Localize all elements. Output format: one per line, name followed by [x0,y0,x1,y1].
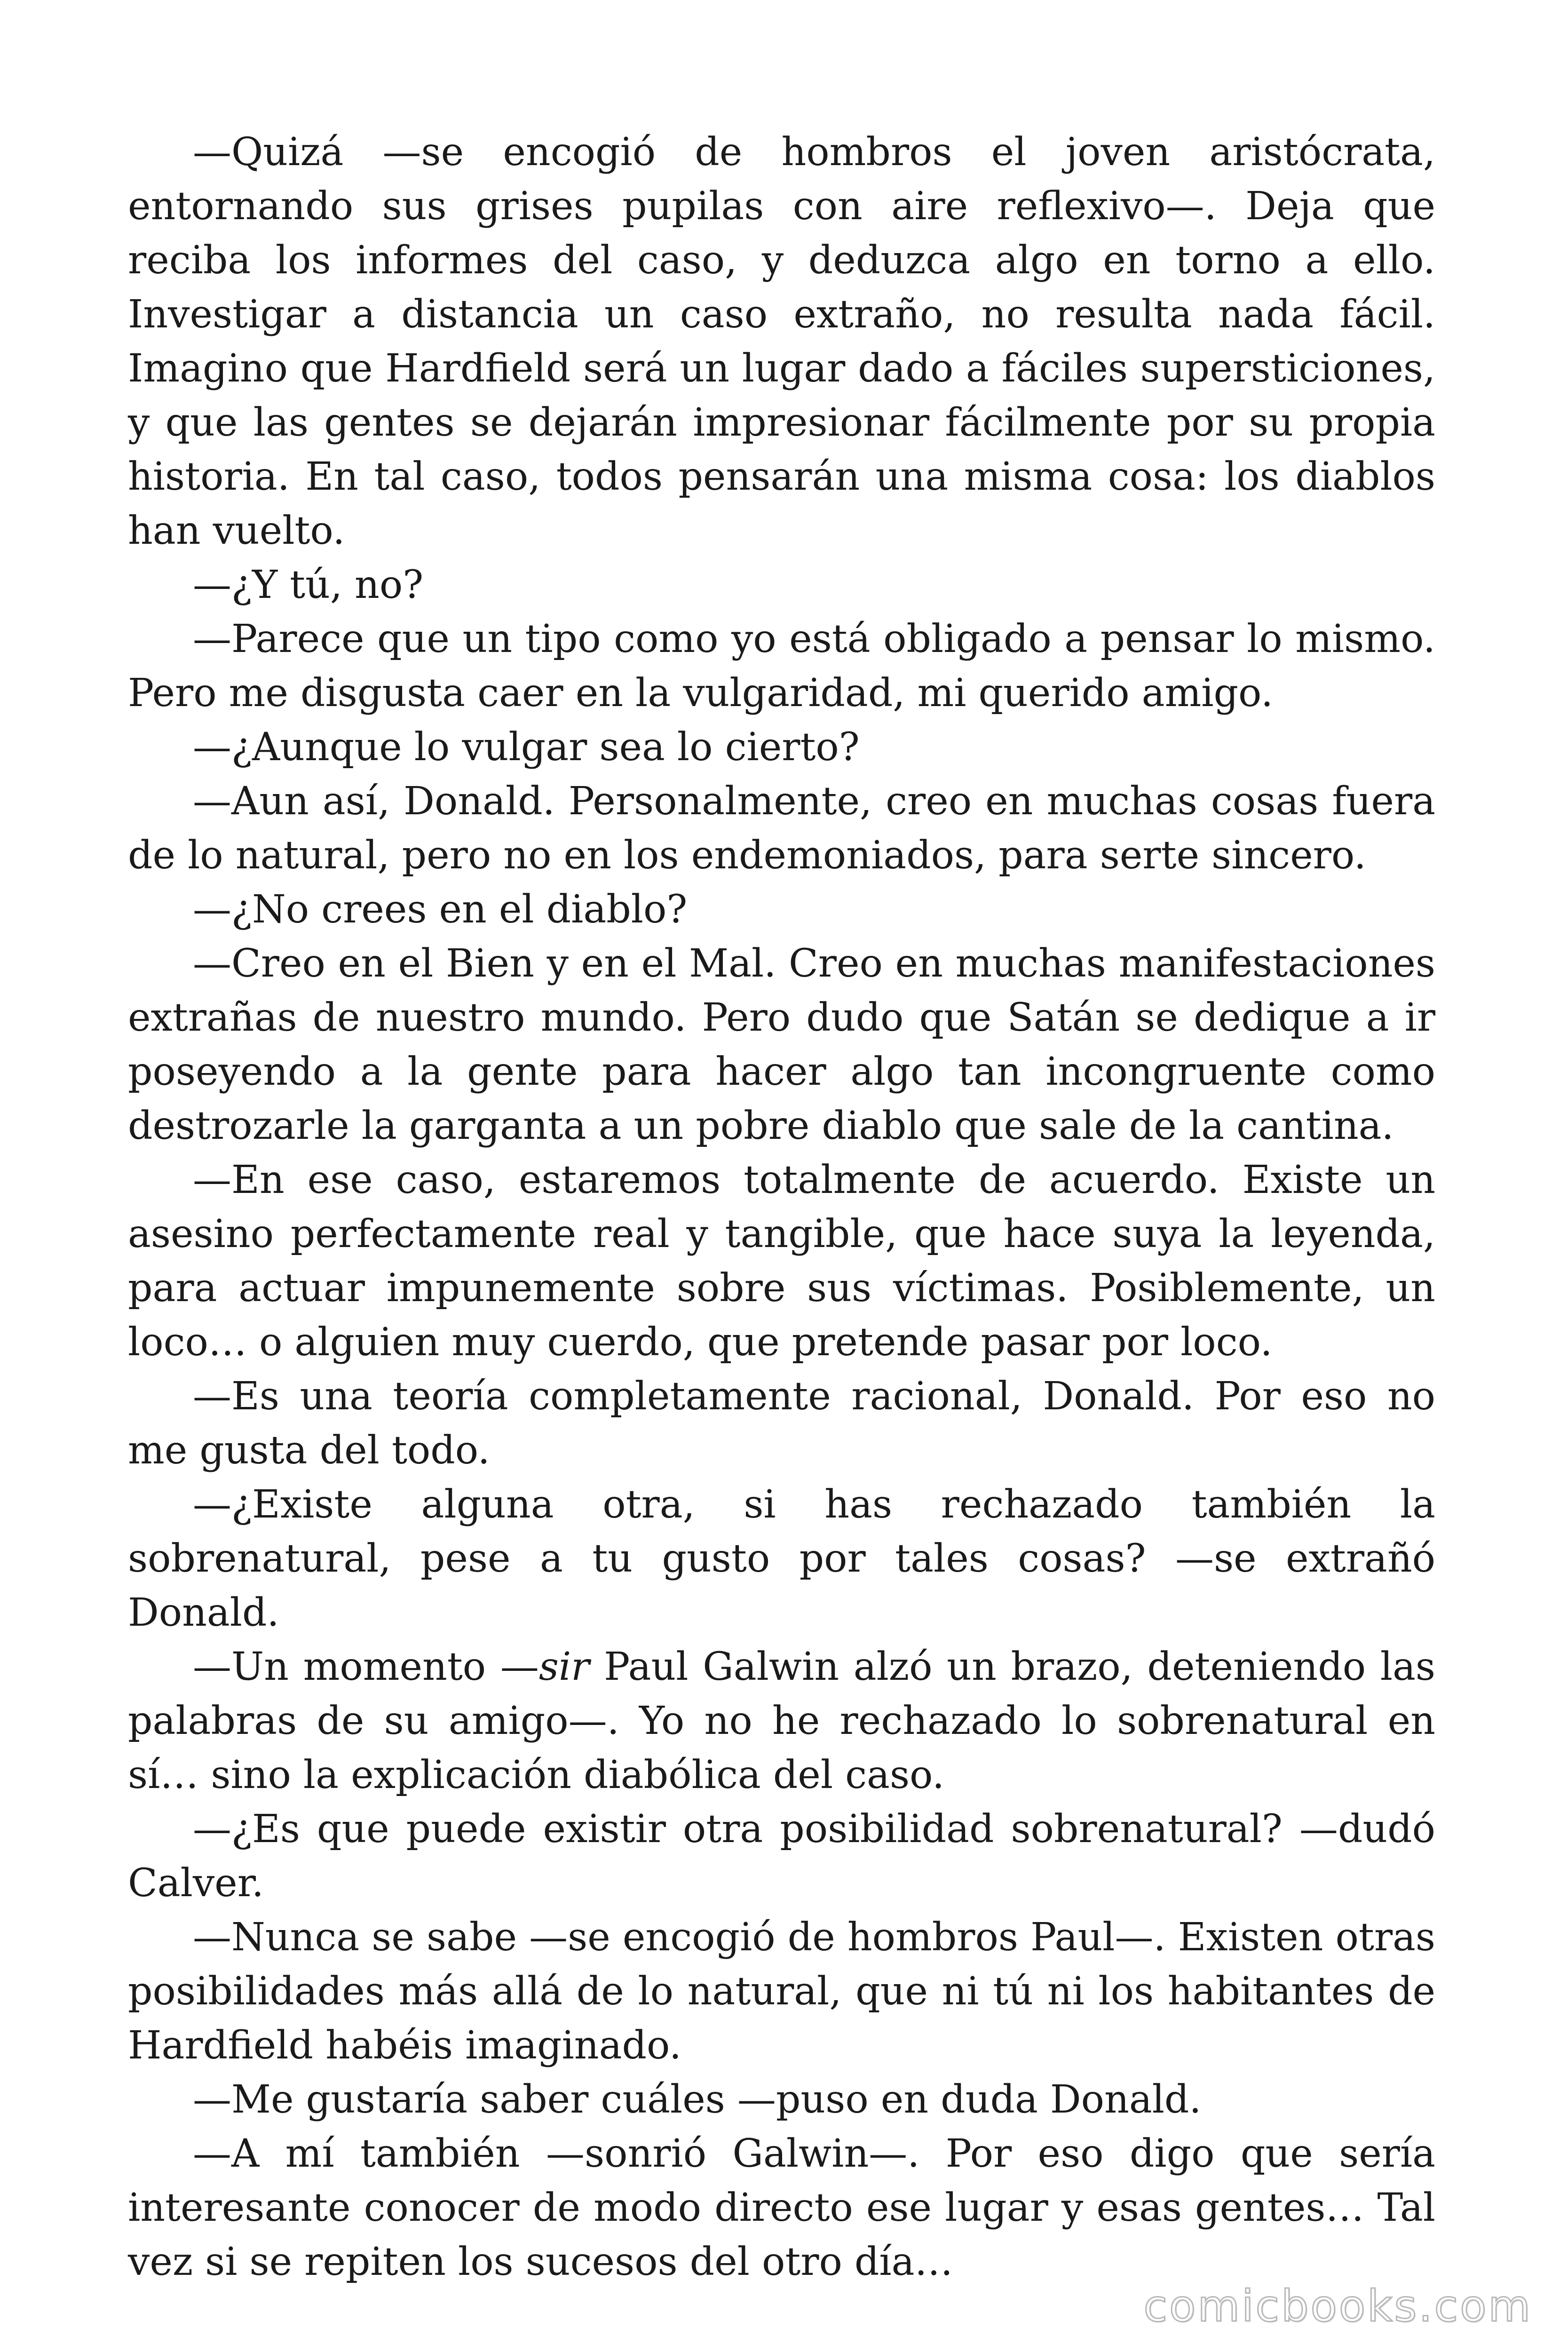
paragraph-5: —Aun así, Donald. Personalmente, creo en muchas cosas fuera de lo natural, pero no en los endemoniados, para serte sincero. [128,779,1435,878]
paragraph-9: —Es una teoría completamente racional, Donald. Por eso no me gusta del todo. [128,1374,1435,1473]
paragraph-1: —Quizá —se encogió de hombros el joven aristócrata, entornando sus grises pupilas con aire reflexivo—. Deja que reciba los informes del caso, y deduzca algo en torno a ello. Investigar a distancia un caso extraño, no resulta nada fácil. Imagino que Hardfield será un lugar dado a fáciles supersticiones, y que las gentes se dejarán impresionar fácilmente por su propia historia. En tal caso, todos pensarán una misma cosa: los diablos han vuelto. [128,130,1435,553]
paragraph-2: —¿Y tú, no? [193,563,424,607]
page-body [128,125,1435,2289]
paragraph-15: —A mí también —sonrió Galwin—. Por eso digo que sería interesante conocer de modo directo ese lugar y esas gentes… Tal vez si se repiten los sucesos del otro día… [128,2131,1435,2284]
paragraph-14: —Me gustaría saber cuáles —puso en duda Donald. [193,2077,1202,2122]
paragraph-10: —¿Existe alguna otra, si has rechazado también la sobrenatural, pese a tu gusto por tales cosas? —se extrañó Donald. [128,1482,1435,1635]
paragraph-6: —¿No crees en el diablo? [193,887,688,932]
paragraph-8: —En ese caso, estaremos totalmente de acuerdo. Existe un asesino perfectamente real y tangible, que hace suya la leyenda, para actuar impunemente sobre sus víctimas. Posiblemente, un loco… o alguien muy cuerdo, que pretende pasar por loco. [128,1158,1435,1365]
paragraph-11-italic: sir [539,1645,590,1689]
paragraph-7: —Creo en el Bien y en el Mal. Creo en muchas manifestaciones extrañas de nuestro mundo. Pero dudo que Satán se dedique a ir poseyendo a la gente para hacer algo tan incongruente como destrozarle la garganta a un pobre diablo que sale de la cantina. [128,941,1435,1148]
paragraph-4: —¿Aunque lo vulgar sea lo cierto? [193,725,860,770]
paragraph-3: —Parece que un tipo como yo está obligado a pensar lo mismo. Pero me disgusta caer en la vulgaridad, mi querido amigo. [128,617,1435,715]
paragraph-11 [128,1640,1435,1802]
paragraph-11-start: —Un momento — [193,1645,539,1689]
paragraph-13: —Nunca se sabe —se encogió de hombros Paul—. Existen otras posibilidades más allá de lo natural, que ni tú ni los habitantes de Hardfield habéis imaginado. [128,1915,1435,2068]
watermark: comicbooks.com [1143,2281,1532,2331]
paragraph-11-end: Paul Galwin alzó un brazo, deteniendo las palabras de su amigo—. Yo no he rechazado lo sobrenatural en sí… sino la explicación diabólica del caso. [128,1645,1436,1797]
paragraph-12: —¿Es que puede existir otra posibilidad sobrenatural? —dudó Calver. [128,1807,1435,1906]
